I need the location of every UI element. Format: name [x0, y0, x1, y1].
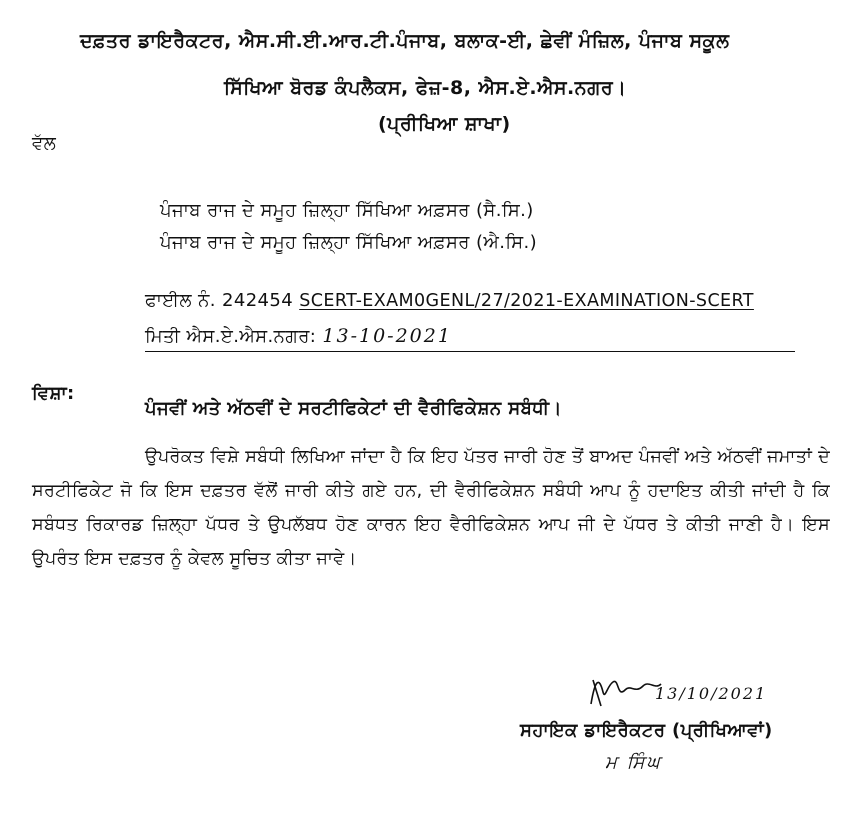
office-address-line-1: ਦਫ਼ਤਰ ਡਾਇਰੈਕਟਰ, ਐਸ.ਸੀ.ਈ.ਆਰ.ਟੀ.ਪੰਜਾਬ, ਬਲਾਕ-ਈ, ਛੇਵੀਂ ਮੰਜ਼ਿਲ, ਪੰਜਾਬ ਸਕੂਲ [80, 30, 730, 52]
recipient-line: ਪੰਜਾਬ ਰਾਜ ਦੇ ਸਮੂਹ ਜ਼ਿਲ੍ਹਾ ਸਿੱਖਿਆ ਅਫ਼ਸਰ (ਐ.ਸਿ.) [160, 232, 538, 253]
signatory-designation: ਸਹਾਇਕ ਡਾਇਰੈਕਟਰ (ਪ੍ਰੀਖਿਆਵਾਂ) [520, 720, 773, 741]
recipient-line: ਪੰਜਾਬ ਰਾਜ ਦੇ ਸਮੂਹ ਜ਼ਿਲ੍ਹਾ ਸਿੱਖਿਆ ਅਫ਼ਸਰ (ਸੈ.ਸਿ.) [160, 200, 534, 221]
date-label: ਮਿਤੀ ਐਸ.ਏ.ਐਸ.ਨਗਰ: [145, 326, 317, 347]
to-label: ਵੱਲ [32, 133, 57, 154]
signature-scribble [585, 672, 665, 712]
branch-name: (ਪ੍ਰੀਖਿਆ ਸ਼ਾਖਾ) [378, 113, 511, 135]
body-paragraph: ਉਪਰੋਕਤ ਵਿਸ਼ੇ ਸਬੰਧੀ ਲਿਖਿਆ ਜਾਂਦਾ ਹੈ ਕਿ ਇਹ ਪੱਤਰ ਜਾਰੀ ਹੋਣ ਤੋਂ ਬਾਅਦ ਪੰਜਵੀਂ ਅਤੇ ਅੱਠਵੀਂ ਜਮਾਤਾਂ ਦੇ ਸਰਟੀਫਿਕੇਟ ਜੋ ਕਿ ਇਸ ਦਫ਼ਤਰ ਵੱਲੋਂ ਜਾਰੀ ਕੀਤੇ ਗਏ ਹਨ, ਦੀ ਵੈਰੀਫਿਕੇਸ਼ਨ ਸਬੰਧੀ ਆਪ ਨੂੰ ਹਦਾਇਤ ਕੀਤੀ ਜਾਂਦੀ ਹੈ ਕਿ ਸਬੰਧਤ ਰਿਕਾਰਡ ਜ਼ਿਲ੍ਹਾ ਪੱਧਰ ਤੇ ਉਪਲੱਬਧ ਹੋਣ ਕਾਰਨ ਇਹ ਵੈਰੀਫਿਕੇਸ਼ਨ ਆਪ ਜੀ ਦੇ ਪੱਧਰ ਤੇ ਕੀਤੀ ਜਾਣੀ ਹੈ। ਇਸ ਉਪਰੰਤ ਇਸ ਦਫ਼ਤਰ ਨੂੰ ਕੇਵਲ ਸੂਚਿਤ ਕੀਤਾ ਜਾਵੇ। [32, 447, 830, 569]
office-address-line-2: ਸਿੱਖਿਆ ਬੋਰਡ ਕੰਪਲੈਕਸ, ਫੇਜ਼-8, ਐਸ.ਏ.ਐਸ.ਨਗਰ। [224, 77, 627, 99]
date-value: 13-10-2021 [322, 325, 452, 347]
file-number: SCERT-EXAM0GENL/27/2021-EXAMINATION-SCERT [299, 291, 754, 311]
subject-label: ਵਿਸ਼ਾ: [32, 383, 75, 404]
file-number-label: ਫਾਈਲ ਨੰ. 242454 [145, 290, 294, 311]
handwritten-note: ਮ ਸਿੰਘ [605, 752, 662, 773]
subject-text: ਪੰਜਵੀਂ ਅਤੇ ਅੱਠਵੀਂ ਦੇ ਸਰਟੀਫਿਕੇਟਾਂ ਦੀ ਵੈਰੀਫਿਕੇਸ਼ਨ ਸਬੰਧੀ। [145, 398, 562, 419]
date-underline [145, 351, 795, 352]
signature-date: 13/10/2021 [655, 684, 768, 703]
file-number-row [145, 290, 754, 311]
date-row [145, 325, 452, 347]
